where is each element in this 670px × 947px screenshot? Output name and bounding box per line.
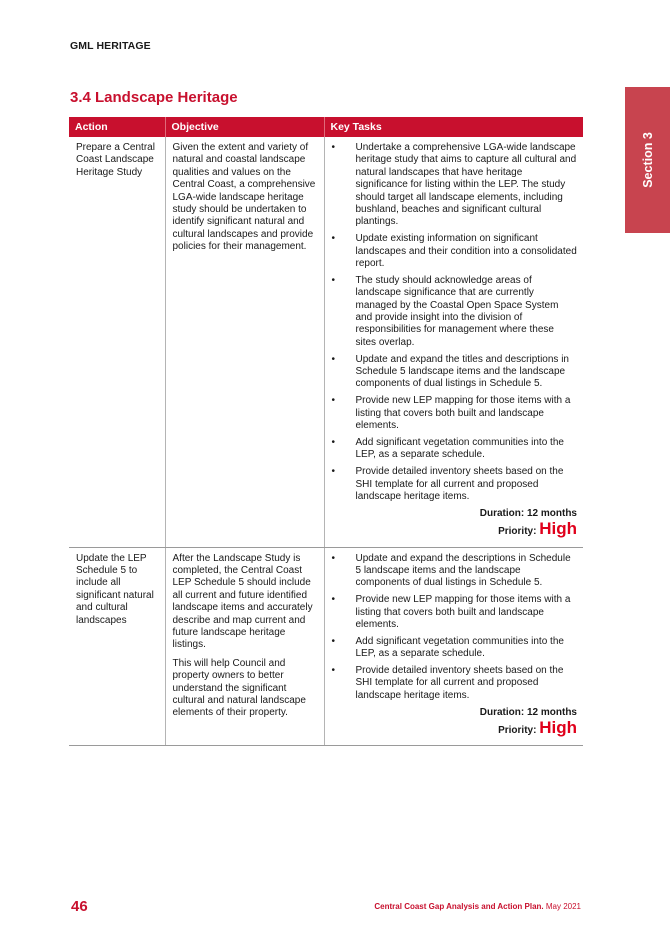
task-item: • Update and expand the descriptions in Schedule 5 landscape items and the landscape components of dual listings in Schedule 5. [332, 553, 578, 590]
task-item: • The study should acknowledge areas of landscape significance that are currently managed by the Coastal Open Space System and provide insight into the division of responsibilities for management where these sites overlap. [332, 275, 578, 349]
task-list [332, 553, 578, 703]
duration-text: Duration: 12 months [479, 706, 577, 718]
task-item: • Provide detailed inventory sheets based on the SHI template for all current and proposed landscape heritage items. [332, 665, 578, 702]
landscape-heritage-table [69, 117, 583, 746]
section-tab [625, 87, 670, 233]
footer-document-title [374, 902, 581, 911]
action-cell: Update the LEP Schedule 5 to include all significant natural and cultural landscapes [69, 547, 165, 746]
objective-cell [165, 137, 324, 547]
section-tab-label: Section 3 [640, 132, 655, 188]
priority-line [332, 519, 578, 539]
task-item: • Add significant vegetation communities into the LEP, as a separate schedule. [332, 437, 578, 462]
footer-doc-date: May 2021 [543, 902, 581, 911]
table-header-row [69, 117, 583, 137]
objective-cell [165, 547, 324, 746]
task-item: • Undertake a comprehensive LGA-wide landscape heritage study that aims to capture all cultural and natural landscapes that have heritage significance for listing within the LEP. The study should target all landscape elements, including bushland, beaches and significant cultural plantings. [332, 142, 578, 229]
objective-paragraph: Given the extent and variety of natural and coastal landscape qualities and values on the Central Coast, a comprehensive LGA-wide landscape heritage study should be undertaken to identify significant natural and cultural landscapes and provide policies for their management. [172, 142, 316, 253]
priority-value: High [539, 519, 577, 539]
objective-paragraph: This will help Council and property owners to better understand the significant cultural and natural landscape elements of their property. [172, 657, 306, 719]
column-header-objective: Objective [165, 117, 324, 137]
column-header-key-tasks: Key Tasks [324, 117, 583, 137]
task-item: • Provide detailed inventory sheets based on the SHI template for all current and proposed landscape heritage items. [332, 466, 578, 503]
task-item: • Update existing information on significant landscapes and their condition into a consolidated report. [332, 233, 578, 270]
task-item: • Update and expand the titles and descriptions in Schedule 5 landscape items and the landscape components of dual listings in Schedule 5. [332, 354, 578, 391]
section-title: 3.4 Landscape Heritage [70, 89, 238, 106]
column-header-action: Action [69, 117, 165, 137]
task-item: • Provide new LEP mapping for those items with a listing that covers both built and landscape elements. [332, 594, 578, 631]
page-number: 46 [71, 898, 88, 915]
duration-text: Duration: 12 months [479, 507, 577, 519]
priority-value: High [539, 717, 577, 737]
footer-doc-name: Central Coast Gap Analysis and Action Plan. [374, 902, 544, 911]
document-header: GML HERITAGE [70, 40, 151, 52]
task-item: • Add significant vegetation communities into the LEP, as a separate schedule. [332, 636, 578, 661]
table-row [69, 547, 583, 746]
priority-line [332, 717, 578, 737]
table-row [69, 137, 583, 547]
action-cell: Prepare a Central Coast Landscape Heritage Study [69, 137, 165, 547]
priority-label: Priority: [498, 724, 537, 736]
task-list [332, 142, 578, 503]
objective-paragraph: After the Landscape Study is completed, the Central Coast LEP Schedule 5 should include all current and future identified landscape items and accurately describe and map current and future landscape heritage listings. [172, 552, 313, 651]
key-tasks-cell [324, 137, 583, 547]
key-tasks-cell [324, 547, 583, 746]
task-item: • Provide new LEP mapping for those items with a listing that covers both built and landscape elements. [332, 395, 578, 432]
priority-label: Priority: [498, 526, 537, 538]
